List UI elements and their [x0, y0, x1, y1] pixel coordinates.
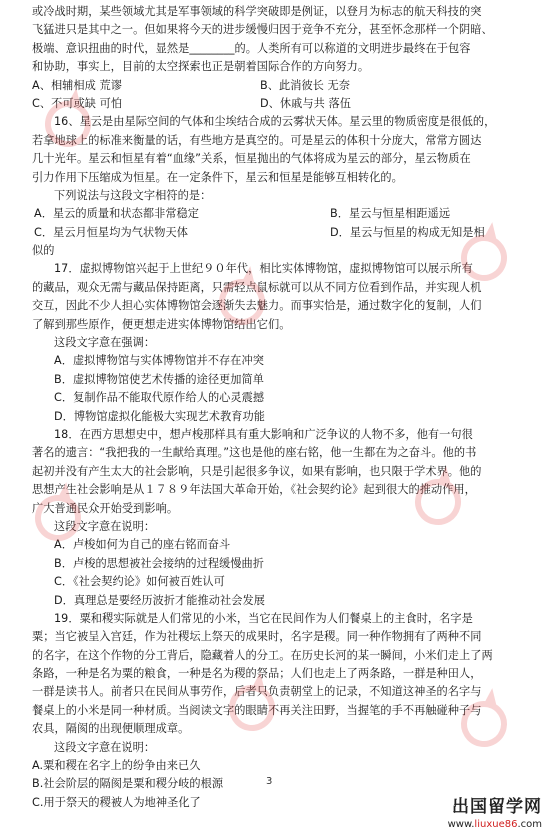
site-url-suffix: .com: [517, 819, 542, 830]
q16-option-b: B．星云与恒星相距遥远: [330, 207, 451, 221]
page-content: [32, 3, 532, 812]
site-url-prefix: www.: [447, 819, 475, 830]
q16-option-tail: 似的: [32, 244, 55, 258]
q17-text-line: 17．虚拟博物馆兴起于上世纪９０年代，相比实体博物馆，虚拟博物馆可以展示所有: [54, 262, 473, 276]
q18-text-line: 思想产生社会影响是从１７８９年法国大革命开始，《社会契约论》起到很大的推动作用，: [32, 483, 476, 497]
q19-text-line: 条路，一种是名为粟的粮食，一种是名为稷的祭品；人们也走上了两条路，一群是种田人，: [32, 667, 482, 681]
q16-prompt: 下列说法与这段文字相符的是：: [54, 188, 212, 202]
q16-option-c: C．星云月恒星均为气状物天体: [34, 225, 188, 239]
q15-option-row: [32, 95, 532, 113]
q17-option-d: D．博物馆虚拟化能极大实现艺术教育功能: [54, 409, 265, 423]
q18-option-c: C．《社会契约论》如何被百姓认可: [54, 575, 225, 589]
q18-option-b: B．卢梭的思想被社会接纳的过程缓慢曲折: [54, 556, 265, 570]
q16-option-a: A．星云的质量和状态都非常稳定: [34, 207, 200, 221]
q16-option-row: [32, 224, 532, 242]
q17-text-line: 交互，因此不少人担心实体博物馆会逐渐失去魅力。而事实恰是，通过数字化的复制，人们: [32, 299, 482, 313]
site-url-brand: liuxue86: [474, 819, 518, 830]
q19-option-b: B.社会阶层的隔阂是粟和稷分岐的根源: [32, 777, 224, 791]
q17-text-line: 了解到那些原作，便更想走进实体博物馆结出它们。: [32, 317, 291, 331]
q17-option-a: A．虚拟博物馆与实体博物馆并不存在冲突: [54, 354, 264, 368]
q17-text-line: 的藏品，观众无需与藏品保持距离，只需轻点鼠标就可以从不同方位看到作品，并实现人机: [32, 280, 482, 294]
q15-option-b: B、此消彼长 无奈: [260, 78, 350, 92]
site-logo-name: 出国留学网: [452, 797, 542, 817]
site-logo-url: [448, 819, 542, 830]
q16-text-line: 若拿地球上的标准来衡量的话，有些地方是真空的。可是星云的体积十分庞大，常常方圆达: [32, 133, 482, 147]
q17-prompt: 这段文字意在强调：: [54, 336, 156, 350]
q16-option-row: [32, 205, 532, 223]
q15-option-row: [32, 77, 532, 95]
q17-option-c: C．复制作品不能取代原作给人的心灵震撼: [54, 391, 265, 405]
q16-text-line: 几十光年。星云和恒星有着“血缘”关系，恒星抛出的气体将成为星云的部分，星云物质在: [32, 152, 471, 166]
text-line: 和协助，事实上，目前的太空探索也正是朝着国际合作的方向努力。: [32, 60, 370, 74]
q16-option-d: D．星云与恒星的构成无知是相: [330, 225, 485, 239]
text-line: 或冷战时期，某些领域尤其是军事领域的科学突破即是例证，以登月为标志的航天科技的突: [32, 5, 482, 18]
page-number: 3: [266, 776, 273, 787]
q19-text-line: 餐桌上的小米是同一种材质。当阅读文字的眼睛不再关注田野，当握笔的手不再触碰种子与: [32, 703, 482, 717]
q15-option-d: D、休戚与共 落伍: [260, 96, 351, 110]
q17-option-b: B．虚拟博物馆使艺术传播的途径更加简单: [54, 372, 265, 386]
q19-text-line: 的名字，在这个作物的分工背后，隐藏着人的分工。在历史长河的某一瞬间，小米们走上了两: [32, 648, 493, 662]
text-line: 极端、意识扭曲的时代，显然是________的。人类所有可以称道的文明进步最终在于包容: [32, 41, 471, 55]
q19-text-line: 一群是读书人。前者只在民间从事劳作，后者只负责朝堂上的记录，不知道这神圣的名字与: [32, 685, 482, 699]
q19-option-a: A.粟和稷在名字上的纷争由来已久: [32, 759, 201, 773]
q18-text-line: 广大普通民众开始受到影响。: [32, 501, 179, 515]
q16-text-line: 引力作用下压缩成为恒星。在一定条件下，星云和恒星是能够互相转化的。: [32, 170, 403, 184]
q19-option-c: C.用于祭天的稷被人为地神圣化了: [32, 795, 201, 809]
q18-option-a: A．卢梭如何为自己的座右铭而奋斗: [54, 538, 231, 552]
q19-text-line: 19．粟和稷实际就是人们常见的小米，当它在民间作为人们餐桌上的主食时，名字是: [54, 611, 473, 625]
q18-option-d: D．真理总是要经历波折才能推动社会发展: [54, 593, 265, 607]
text-line: 飞猛进只是其中之一。但如果将今天的进步缓慢归因于竞争不充分，甚至怀念那样一个阴暗、: [32, 23, 493, 37]
site-logo: [448, 792, 542, 830]
q19-prompt: 这段文字意在说明：: [54, 740, 156, 754]
q15-option-c: C、不可或缺 可怕: [32, 96, 123, 110]
q19-text-line: 农具，隔阂的出现便顺理成章。: [32, 722, 190, 736]
q15-option-a: A、相辅相成 荒谬: [32, 78, 122, 92]
q18-prompt: 这段文字意在说明：: [54, 519, 156, 533]
q16-text-line: 16、星云是由星际空间的气体和尘埃结合成的云雾状天体。星云里的物质密度是很低的，: [54, 115, 496, 129]
q18-text-line: 著名的遗言：“我把我的一生献给真理。”这也是他的座右铭，他一生都在为之奋斗。他的书: [32, 446, 477, 460]
q18-text-line: 起初并没有产生太大的社会影响，只是引起很多争议，如果有影响，也只限于学术界。他的: [32, 464, 482, 478]
q18-text-line: 18．在西方思想史中，想卢梭那样具有重大影响和广泛争议的人物不多，他有一句很: [54, 427, 473, 441]
q19-text-line: 粟；当它被呈入宫廷，作为社稷坛上祭天的成果时，名字是稷。同一种作物拥有了两种不同: [32, 630, 482, 644]
